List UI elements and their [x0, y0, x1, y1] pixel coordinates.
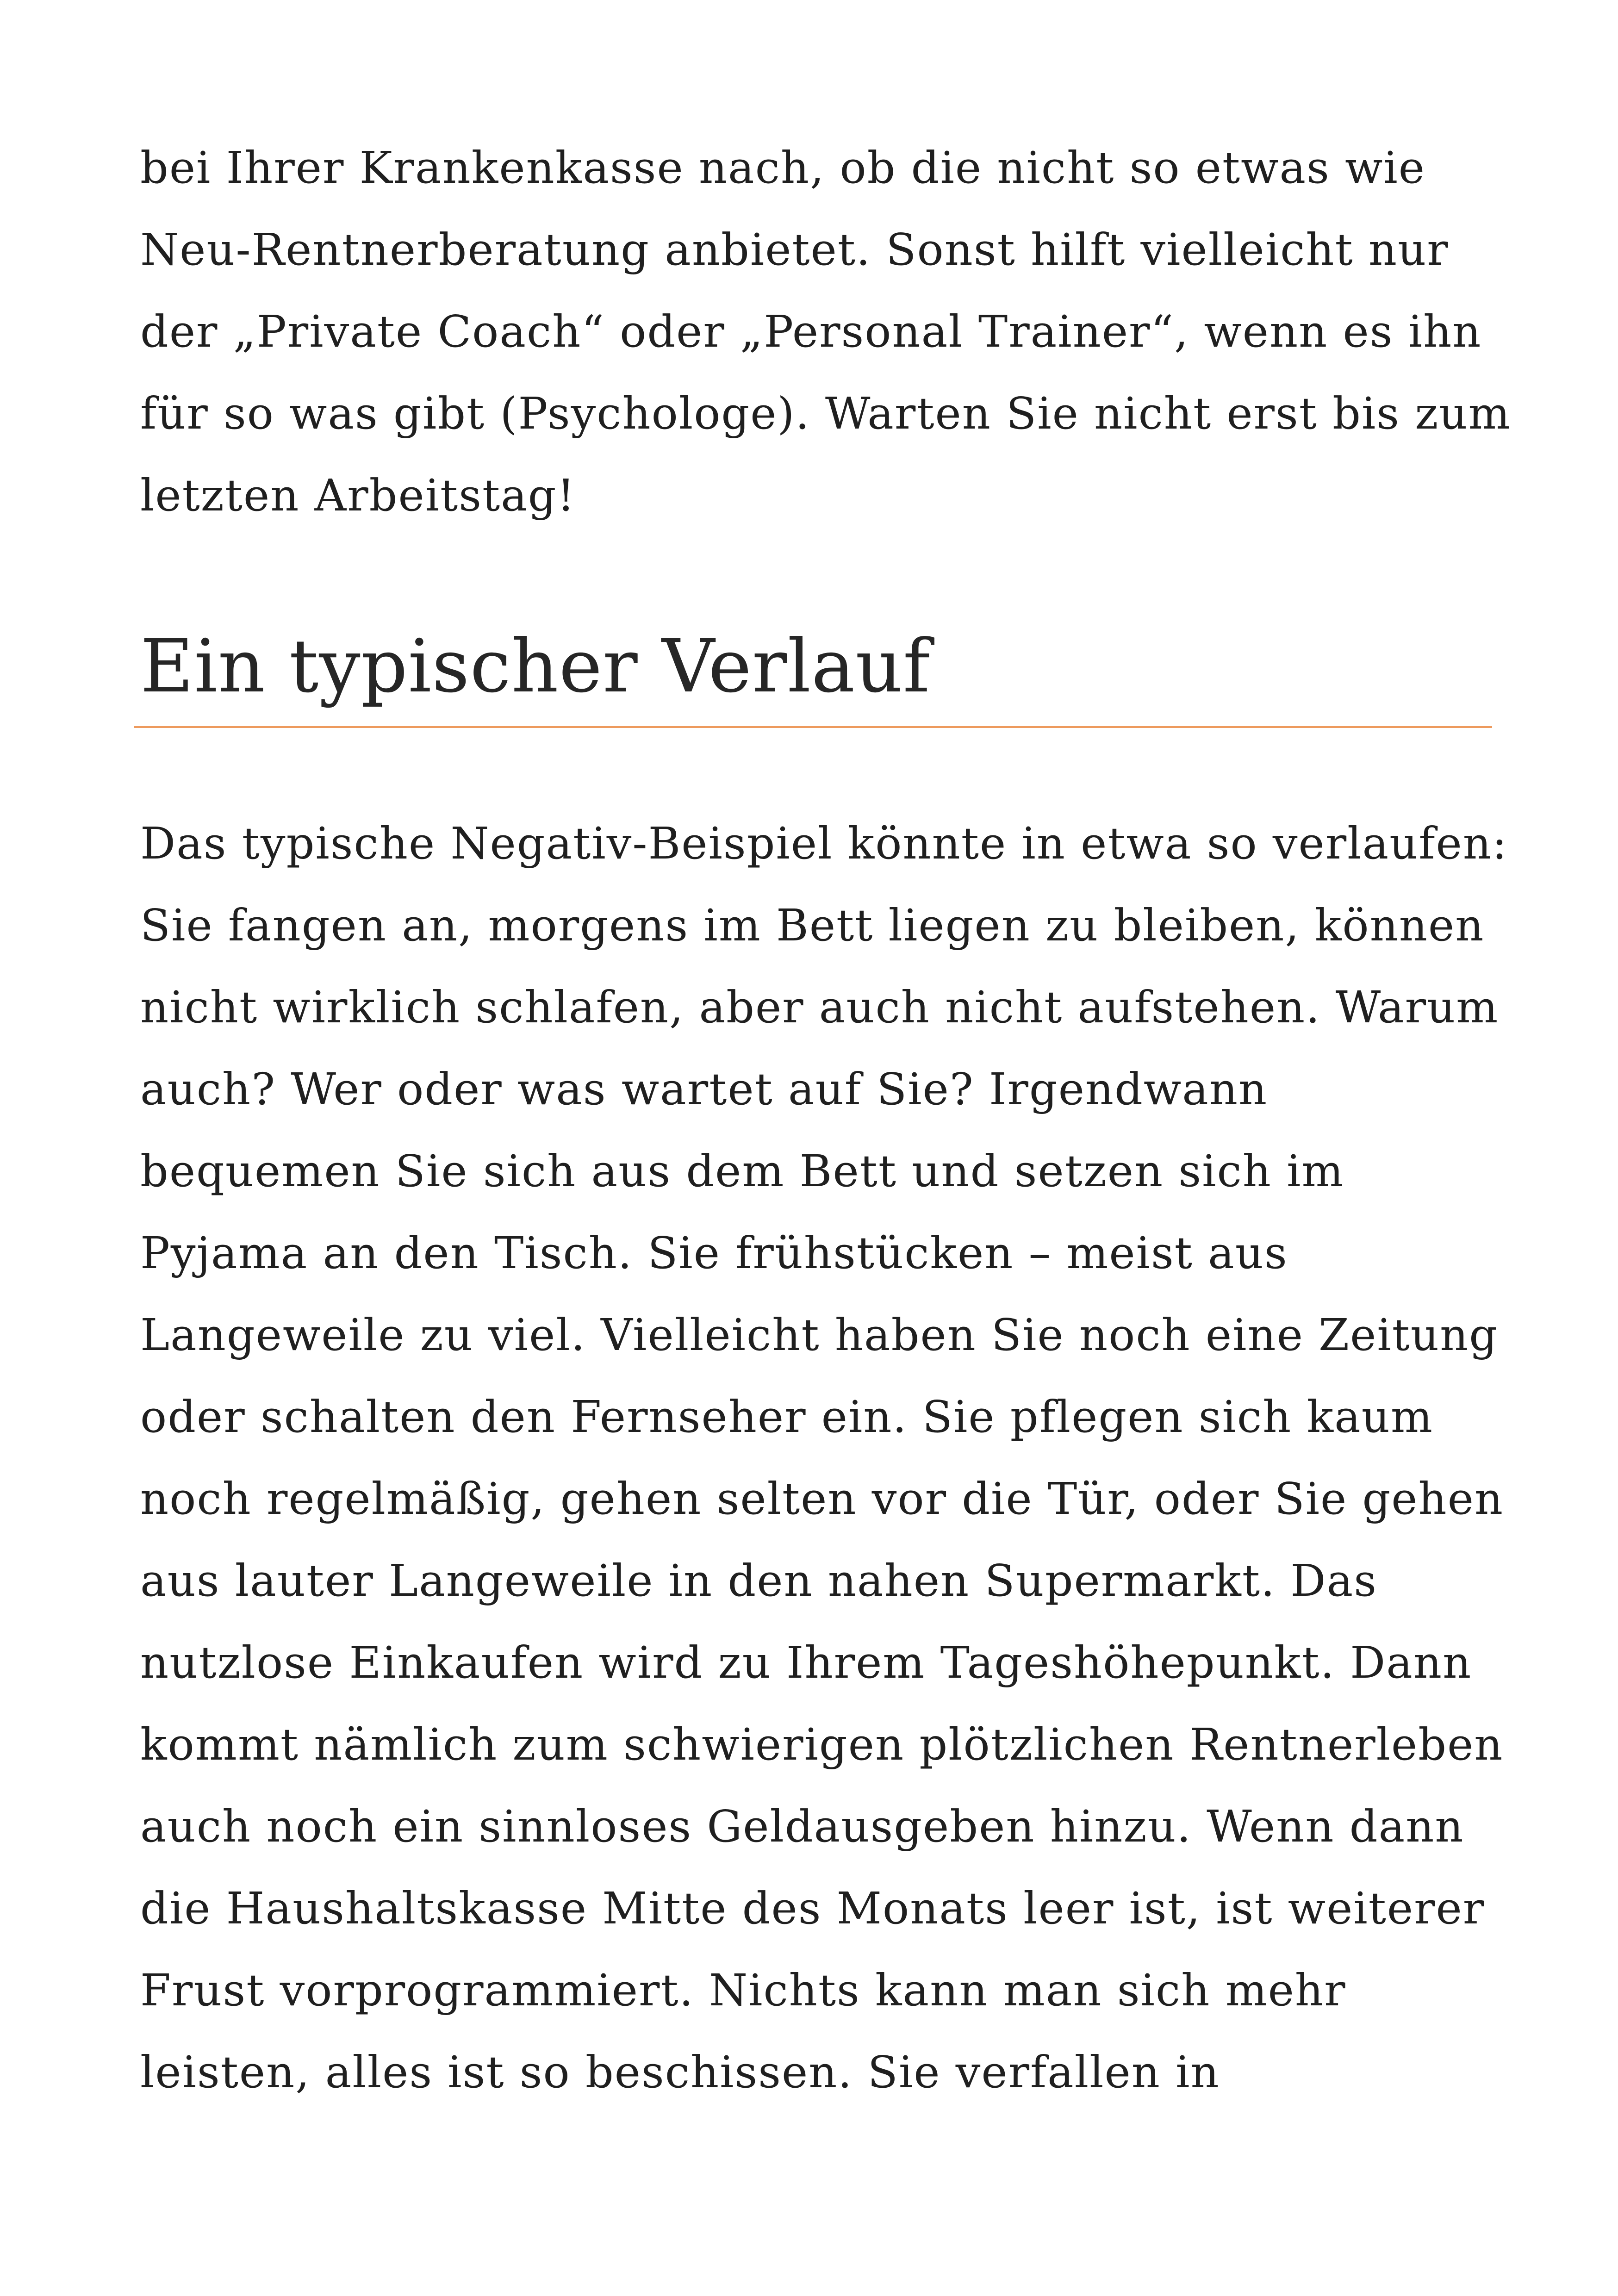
- paragraph-line: nicht wirklich schlafen, aber auch nicht aufstehen. Warum: [140, 982, 1499, 1033]
- paragraph-line: nutzlose Einkaufen wird zu Ihrem Tageshöhepunkt. Dann: [140, 1637, 1472, 1688]
- paragraph-line: Sie fangen an, morgens im Bett liegen zu bleiben, können: [140, 900, 1485, 951]
- paragraph-line: letzten Arbeitstag!: [140, 470, 576, 521]
- intro-paragraph: [140, 127, 1511, 537]
- paragraph-line: aus lauter Langeweile in den nahen Supermarkt. Das: [140, 1556, 1377, 1606]
- paragraph-line: Pyjama an den Tisch. Sie frühstücken – meist aus: [140, 1228, 1288, 1279]
- paragraph-line: der „Private Coach“ oder „Personal Trainer“, wenn es ihn: [140, 306, 1482, 357]
- section-heading: Ein typischer Verlauf: [140, 624, 931, 709]
- paragraph-line: leisten, alles ist so beschissen. Sie verfallen in: [140, 2047, 1220, 2098]
- heading-underline-rule: [134, 726, 1492, 728]
- paragraph-line: für so was gibt (Psychologe). Warten Sie nicht erst bis zum: [140, 388, 1511, 439]
- paragraph-line: kommt nämlich zum schwierigen plötzlichen Rentnerleben: [140, 1719, 1504, 1770]
- paragraph-line: bequemen Sie sich aus dem Bett und setzen sich im: [140, 1146, 1344, 1197]
- paragraph-line: Das typische Negativ-Beispiel könnte in etwa so verlaufen:: [140, 818, 1508, 869]
- paragraph-line: auch noch ein sinnloses Geldausgeben hinzu. Wenn dann: [140, 1801, 1464, 1852]
- paragraph-line: Frust vorprogrammiert. Nichts kann man sich mehr: [140, 1965, 1346, 2016]
- paragraph-line: bei Ihrer Krankenkasse nach, ob die nicht so etwas wie: [140, 143, 1425, 193]
- body-paragraph: [140, 803, 1508, 2114]
- paragraph-line: oder schalten den Fernseher ein. Sie pflegen sich kaum: [140, 1392, 1433, 1443]
- paragraph-line: auch? Wer oder was wartet auf Sie? Irgendwann: [140, 1064, 1268, 1115]
- paragraph-line: noch regelmäßig, gehen selten vor die Tür, oder Sie gehen: [140, 1474, 1504, 1524]
- paragraph-line: Langeweile zu viel. Vielleicht haben Sie noch eine Zeitung: [140, 1310, 1499, 1361]
- paragraph-line: die Haushaltskasse Mitte des Monats leer ist, ist weiterer: [140, 1883, 1485, 1934]
- paragraph-line: Neu-Rentnerberatung anbietet. Sonst hilft vielleicht nur: [140, 224, 1449, 275]
